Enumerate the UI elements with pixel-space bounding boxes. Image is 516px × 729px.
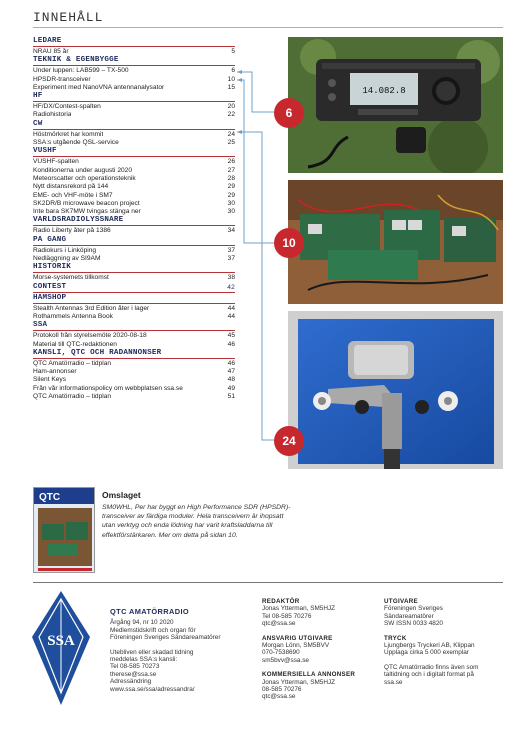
toc-page-number: 6 bbox=[231, 67, 235, 75]
toc-page-number: 20 bbox=[227, 103, 235, 111]
tryck-line: Ljungbergs Tryckeri AB, Klippan bbox=[384, 642, 475, 650]
toc-entry-title: Material till QTC-redaktionen bbox=[33, 340, 117, 348]
address-line: Utebliven eller skadad tidning bbox=[110, 648, 194, 656]
ansvarig-heading: ANSVARIG UTGIVARE bbox=[262, 634, 333, 642]
utgivare-line: Sändareamatörer bbox=[384, 612, 434, 620]
address-line: meddelas SSA:s kansli: bbox=[110, 656, 178, 664]
toc-page-number: 15 bbox=[227, 83, 235, 91]
magazine-name: QTC AMATÖRRADIO bbox=[110, 607, 190, 616]
toc-entry-title: Radiohistoria bbox=[33, 111, 72, 119]
toc-page-number: 44 bbox=[227, 312, 235, 320]
toc-entry-title: VUSHF-spalten bbox=[33, 158, 79, 166]
toc-entry-title: Höstmörkret har kommit bbox=[33, 130, 104, 138]
toc-page-number: 34 bbox=[227, 227, 235, 235]
toc-page-number: 28 bbox=[227, 174, 235, 182]
toc-entry-title: Silent Keys bbox=[33, 376, 66, 384]
toc-page-number: 47 bbox=[227, 368, 235, 376]
tryck-line: Upplaga cirka 5 000 exemplar bbox=[384, 649, 469, 657]
toc-page-number: 26 bbox=[227, 158, 235, 166]
toc-page-number: 22 bbox=[227, 111, 235, 119]
toc-page-number: 42 bbox=[227, 283, 235, 291]
toc-page-number: 24 bbox=[227, 130, 235, 138]
toc-section-heading: PÅ GÅNG bbox=[33, 235, 67, 244]
toc-entry-title: Rothammels Antenna Book bbox=[33, 312, 113, 320]
kommersiella-email[interactable]: qtc@ssa.se bbox=[262, 693, 296, 701]
toc-entry-title: QTC Amatörradio – tidplan bbox=[33, 393, 112, 401]
footer-publisher-info bbox=[384, 598, 504, 686]
toc-page-number: 45 bbox=[227, 332, 235, 340]
toc-page-number: 30 bbox=[227, 199, 235, 207]
photo-badge-6: 6 bbox=[274, 98, 304, 128]
toc-entry-title: Experiment med NanoVNA antennanalysator bbox=[33, 83, 165, 91]
toc-section-heading: CW bbox=[33, 119, 43, 128]
toc-entry-title: Radiokurs i Linköping bbox=[33, 246, 97, 254]
magazine-line: Årgång 94, nr 10 2020 bbox=[110, 619, 174, 627]
address-email[interactable]: therese@ssa.se bbox=[110, 670, 157, 678]
svg-text:14.082.8: 14.082.8 bbox=[362, 86, 406, 96]
cover-text: SM0WHL, Per har byggt en High Performance SDR (HPSDR)-transceiver av färdiga moduler. Hela transceivern är ihopsatt utan verktyg och enda lödning har varit kraftsladdarna till effektförstärkaren. Mer om detta på sidan 10. bbox=[102, 504, 291, 539]
toc-page-number: 5 bbox=[231, 48, 235, 55]
toc-section-heading: TEKNIK & EGENBYGGE bbox=[33, 56, 119, 65]
toc-page-number: 25 bbox=[227, 139, 235, 147]
toc-page-number: 44 bbox=[227, 304, 235, 312]
toc-entry-title: SK2DR/B microwave beacon project bbox=[33, 199, 140, 207]
toc-section-heading: VÄRLDSRADIOLYSSNARE bbox=[33, 216, 124, 225]
toc-entry-title: NRAU 85 år bbox=[33, 48, 69, 55]
toc-entry-title: Protokoll från styrelsemöte 2020-08-18 bbox=[33, 332, 147, 340]
cover-heading: Omslaget bbox=[102, 490, 141, 500]
toc-entry-title: Från vår informationspolicy om webbplatsen ssa.se bbox=[33, 384, 183, 392]
toc-section-heading: KANSLI, QTC OCH RADANNONSER bbox=[33, 348, 162, 357]
toc-entry-title: Radio Liberty åter på 1386 bbox=[33, 227, 111, 235]
kommersiella-heading: KOMMERSIELLA ANNONSER bbox=[262, 671, 356, 679]
toc-entry-title: Inte bara SK7MW tvingas stänga ner bbox=[33, 208, 141, 216]
address-link[interactable]: www.ssa.se/ssa/adressandra/ bbox=[110, 685, 195, 693]
toc-section-heading: LEDARE bbox=[33, 37, 62, 45]
toc-entry-title: Meteorscatter och operationsteknik bbox=[33, 174, 136, 182]
toc-entry-title: SSA:s utgående QSL-service bbox=[33, 139, 119, 147]
toc-entry-title: Nytt distansrekord på 144 bbox=[33, 183, 109, 191]
toc-entry-title: Nedläggning av SI9AM bbox=[33, 255, 101, 263]
footer-editor-info bbox=[262, 598, 377, 701]
toc-section-heading: HISTORIK bbox=[33, 263, 72, 272]
redaktor-line: Tel 08-585 70276 bbox=[262, 612, 312, 620]
toc-page-number: 49 bbox=[227, 384, 235, 392]
toc-page-number: 48 bbox=[227, 376, 235, 384]
toc-entry-title: Morse-systemets tillkomst bbox=[33, 274, 109, 282]
kommersiella-line: Jonas Ytterman, SM5HJZ bbox=[262, 678, 336, 686]
note-link[interactable]: ssa.se bbox=[384, 678, 403, 686]
utgivare-line: SW ISSN 0033 4820 bbox=[384, 620, 443, 628]
page-title: INNEHÅLL bbox=[33, 10, 104, 25]
ansvarig-email[interactable]: sm5bvv@ssa.se bbox=[262, 656, 309, 664]
redaktor-email[interactable]: qtc@ssa.se bbox=[262, 620, 296, 628]
toc-page-number: 46 bbox=[227, 340, 235, 348]
cover-thumbnail-art bbox=[34, 488, 95, 573]
toc-entry-title: HF/DX/Contest-spalten bbox=[33, 103, 101, 111]
toc-page-number: 29 bbox=[227, 191, 235, 199]
toc-page-number: 30 bbox=[227, 208, 235, 216]
toc-entry-title: Ham-annonser bbox=[33, 368, 77, 376]
toc-entry-title: QTC Amatörradio – tidplan bbox=[33, 359, 112, 367]
ansvarig-line: Morgan Lönn, SM5BVV bbox=[262, 642, 330, 650]
toc-page-number: 51 bbox=[227, 393, 235, 401]
magazine-line: Medlemstidskrift och organ för bbox=[110, 626, 196, 634]
note-line: taltidning och i digitalt format på bbox=[384, 671, 474, 679]
kommersiella-line: 08-585 70276 bbox=[262, 686, 302, 694]
toc-entry-title: HPSDR-transceiver bbox=[33, 75, 91, 83]
photo-badge-24: 24 bbox=[274, 426, 304, 456]
toc-entry-title: Under luppen: LAB599 – TX-500 bbox=[33, 67, 129, 75]
address-line: Adressändring bbox=[110, 678, 152, 686]
toc-page-number: 27 bbox=[227, 166, 235, 174]
toc-section-heading: SSA bbox=[33, 321, 48, 330]
toc-section-heading: HAMSHOP bbox=[33, 293, 67, 302]
toc-page-number: 37 bbox=[227, 255, 235, 263]
magazine-line: Föreningen Sveriges Sändareamatörer bbox=[110, 634, 221, 642]
redaktor-line: Jonas Ytterman, SM5HJZ bbox=[262, 605, 336, 613]
toc-page-number: 46 bbox=[227, 359, 235, 367]
toc-entry-title: Stealth Antennas 3rd Edition åter i lager bbox=[33, 304, 150, 312]
note-line: QTC Amatörradio finns även som bbox=[384, 663, 479, 671]
svg-text:QTC: QTC bbox=[39, 492, 61, 503]
address-line: Tel 08-585 70273 bbox=[110, 663, 160, 671]
toc-page-number: 29 bbox=[227, 183, 235, 191]
cover-thumbnail bbox=[33, 487, 95, 573]
toc-entry-title: Konditionerna under augusti 2020 bbox=[33, 166, 132, 174]
footer-rule bbox=[33, 582, 503, 583]
toc-page-number: 38 bbox=[227, 274, 235, 282]
svg-text:SSA: SSA bbox=[47, 633, 75, 649]
toc-page-number: 37 bbox=[227, 246, 235, 254]
cover-caption bbox=[102, 490, 292, 540]
utgivare-heading: UTGIVARE bbox=[384, 598, 418, 605]
photo-badge-10: 10 bbox=[274, 228, 304, 258]
toc-section-title: CONTEST bbox=[33, 282, 67, 291]
redaktor-heading: REDAKTÖR bbox=[262, 598, 300, 605]
toc-page-number: 10 bbox=[227, 75, 235, 83]
tryck-heading: TRYCK bbox=[384, 634, 407, 642]
toc-entry-title: EME- och VHF-möte i SM7 bbox=[33, 191, 113, 199]
utgivare-line: Föreningen Sveriges bbox=[384, 605, 443, 613]
ansvarig-line: 070-7538690 bbox=[262, 649, 300, 657]
ssa-logo bbox=[30, 589, 92, 707]
footer-magazine-info bbox=[110, 608, 230, 693]
toc-section-heading: VUSHF bbox=[33, 147, 57, 156]
toc-section-heading: HF bbox=[33, 92, 43, 101]
